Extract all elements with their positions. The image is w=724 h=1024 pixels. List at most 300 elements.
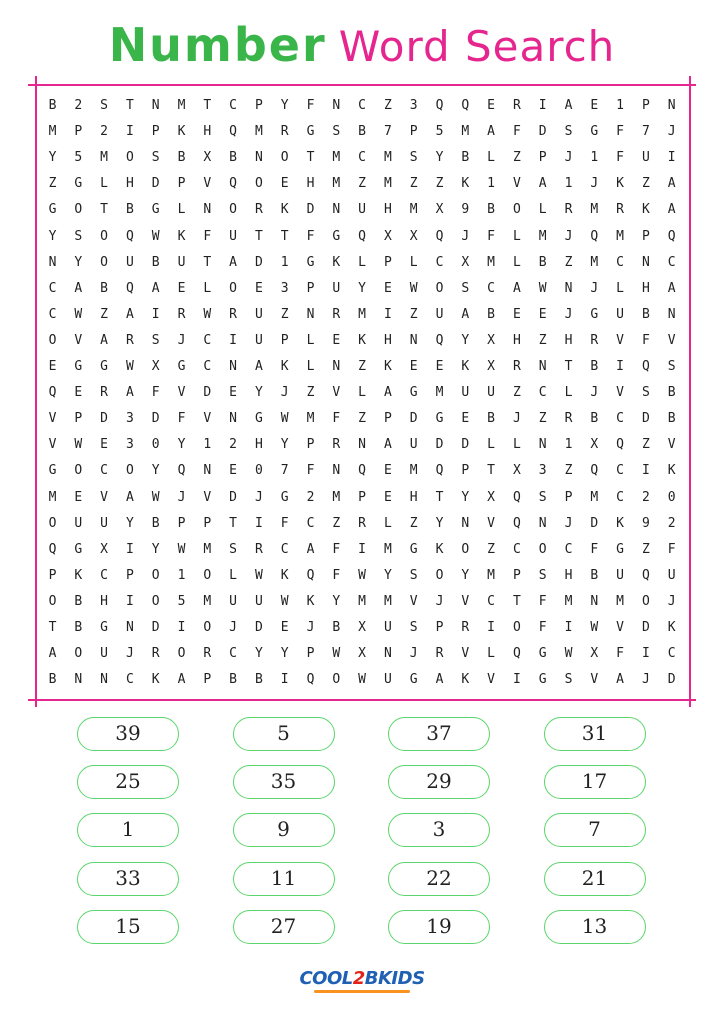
grid-cell: U [358,202,366,218]
grid-cell: G [590,124,599,140]
grid-cell: W [590,620,599,635]
grid-cell: B [538,254,547,270]
grid-cell: Y [383,567,392,583]
grid-cell: R [100,385,108,401]
grid-cell: T [254,228,263,244]
grid-cell: G [100,359,108,374]
grid-cell: I [564,620,573,635]
grid-cell: Z [641,437,650,453]
grid-cell: O [48,332,57,348]
grid-cell: C [538,385,547,401]
grid-cell: H [564,567,573,583]
grid-cell: W [254,567,263,583]
grid-cell: N [332,359,341,374]
grid-cell: Z [358,359,366,374]
grid-cell: U [383,672,392,688]
grid-cell: O [538,541,547,557]
grid-cell: X [151,359,160,374]
grid-cell: D [409,411,418,427]
grid-cell: M [616,228,624,244]
grid-cell: P [358,489,366,505]
grid-cell: E [590,98,599,113]
grid-cell: 1 [564,437,573,453]
grid-cell: Q [512,515,521,531]
grid-cell: A [487,124,495,140]
grid-cell: M [538,228,547,244]
grid-cell: R [280,124,289,140]
grid-cell: O [151,567,160,583]
grid-cell: C [667,646,676,662]
grid-cell: D [306,202,315,218]
grid-cell: J [564,228,573,244]
grid-cell: R [177,306,186,322]
grid-cell: J [512,411,521,427]
grid-cell: N [461,515,470,531]
grid-cell: N [203,202,212,218]
grid-cell: P [254,98,263,113]
grid-cell: F [538,593,547,609]
grid-cell: D [229,489,237,505]
grid-cell: A [229,254,237,270]
grid-cell: M [383,541,392,557]
grid-cell: B [100,280,108,296]
grid-cell: P [512,567,521,583]
grid-cell: Q [435,332,444,348]
grid-cell: P [203,515,212,531]
grid-cell: Q [125,228,134,244]
grid-cell: I [383,306,392,322]
frame-top-line [28,84,696,86]
grid-cell: Z [641,176,650,192]
grid-cell: N [306,306,315,322]
grid-cell: X [383,228,392,244]
grid-cell: M [100,150,108,166]
grid-cell: 5 [435,124,444,140]
grid-cell: Y [280,646,289,662]
grid-cell: M [48,124,57,140]
logo-underline [314,990,410,993]
grid-cell: V [48,411,57,427]
grid-cell: I [229,332,237,348]
grid-cell: A [254,359,263,374]
grid-cell: J [461,228,470,244]
grid-cell: I [254,515,263,531]
grid-cell: 0 [254,463,263,479]
grid-cell: L [229,567,237,583]
grid-cell: 5 [74,150,83,166]
grid-cell: K [667,463,676,479]
grid-cell: V [616,385,624,401]
grid-cell: C [48,306,57,322]
grid-cell: B [590,411,599,427]
word-pill: 39 [77,717,179,751]
grid-cell: Q [435,228,444,244]
grid-cell: P [177,515,186,531]
grid-cell: U [229,593,237,609]
grid-cell: T [564,359,573,374]
grid-cell: R [229,306,237,322]
grid-cell: U [254,593,263,609]
grid-cell: O [512,620,521,635]
grid-cell: I [358,541,366,557]
grid-cell: 0 [667,489,676,505]
grid-cell: F [203,228,212,244]
grid-cell: F [332,567,341,583]
grid-cell: M [332,489,341,505]
grid-cell: 9 [641,515,650,531]
grid-cell: B [229,672,237,688]
grid-cell: B [487,411,495,427]
grid-cell: N [74,672,83,688]
word-pill: 37 [388,717,490,751]
grid-cell: K [332,254,341,270]
grid-cell: V [487,515,495,531]
grid-cell: J [590,385,599,401]
grid-cell: Y [254,646,263,662]
grid-cell: U [332,280,341,296]
grid-cell: H [125,176,134,192]
grid-cell: G [538,646,547,662]
grid-cell: M [487,254,495,270]
grid-cell: J [254,489,263,505]
grid-cell: K [383,359,392,374]
grid-cell: N [332,202,341,218]
grid-cell: E [538,306,547,322]
grid-cell: X [590,437,599,453]
grid-cell: D [100,411,108,427]
grid-cell: Z [487,541,495,557]
grid-cell: Q [306,567,315,583]
grid-cell: C [616,411,624,427]
grid-cell: Y [125,515,134,531]
grid-cell: E [74,385,83,401]
grid-cell: P [306,280,315,296]
word-pill: 25 [77,765,179,799]
word-pill: 11 [233,862,335,896]
grid-cell: B [48,98,57,113]
grid-cell: J [280,385,289,401]
grid-cell: E [461,411,470,427]
grid-cell: N [590,593,599,609]
grid-cell: U [100,515,108,531]
grid-cell: G [306,124,315,140]
grid-cell: U [616,567,624,583]
grid-cell: I [151,306,160,322]
grid-cell: A [564,98,573,113]
grid-cell: M [358,593,366,609]
grid-cell: Q [358,228,366,244]
grid-cell: D [538,124,547,140]
grid-cell: Y [461,332,470,348]
grid-cell: O [229,202,237,218]
grid-cell: E [229,385,237,401]
grid-cell: N [564,280,573,296]
grid-cell: S [538,489,547,505]
frame-bottom-line [28,699,696,701]
grid-cell: C [487,280,495,296]
grid-cell: Q [641,567,650,583]
grid-cell: 2 [667,515,676,531]
grid-cell: B [332,620,341,635]
grid-cell: C [616,489,624,505]
grid-cell: M [254,124,263,140]
grid-cell: N [383,646,392,662]
grid-cell: M [48,489,57,505]
grid-cell: K [616,515,624,531]
grid-cell: Q [590,463,599,479]
grid-cell: B [74,593,83,609]
grid-cell: Y [280,98,289,113]
grid-cell: T [487,463,495,479]
grid-cell: H [254,437,263,453]
grid-cell: B [125,202,134,218]
grid-cell: K [177,124,186,140]
grid-cell: K [641,202,650,218]
grid-cell: O [48,593,57,609]
grid-cell: M [203,593,212,609]
grid-cell: N [667,306,676,322]
grid-cell: C [435,254,444,270]
grid-cell: M [564,593,573,609]
grid-cell: F [590,541,599,557]
grid-cell: B [590,567,599,583]
grid-cell: X [487,489,495,505]
grid-cell: Z [48,176,57,192]
grid-cell: E [383,463,392,479]
grid-cell: B [641,306,650,322]
grid-cell: G [100,620,108,635]
grid-cell: K [358,332,366,348]
grid-cell: J [564,150,573,166]
grid-cell: G [616,541,624,557]
grid-cell: M [177,98,186,113]
grid-cell: V [487,672,495,688]
grid-cell: Z [100,306,108,322]
grid-cell: G [151,202,160,218]
grid-cell: L [487,646,495,662]
grid-cell: P [641,98,650,113]
grid-cell: P [203,672,212,688]
grid-cell: Z [564,463,573,479]
word-pill: 22 [388,862,490,896]
page-title [0,18,724,72]
grid-cell: L [383,515,392,531]
grid-cell: E [229,463,237,479]
grid-cell: M [332,150,341,166]
grid-cell: R [254,541,263,557]
grid-cell: X [487,332,495,348]
grid-cell: E [254,280,263,296]
grid-cell: M [332,176,341,192]
grid-cell: J [564,306,573,322]
grid-cell: A [461,306,470,322]
grid-cell: G [332,228,341,244]
grid-cell: Y [461,489,470,505]
grid-cell: F [306,463,315,479]
grid-cell: L [512,228,521,244]
grid-cell: H [409,489,418,505]
title-number: Number [108,18,327,72]
grid-cell: 3 [280,280,289,296]
grid-cell: S [409,150,418,166]
grid-cell: W [74,306,83,322]
grid-cell: V [667,332,676,348]
grid-cell: O [203,567,212,583]
grid-cell: A [616,672,624,688]
grid-cell: 0 [151,437,160,453]
grid-cell: U [383,620,392,635]
grid-cell: Z [358,411,366,427]
grid-cell: D [590,515,599,531]
grid-cell: A [151,280,160,296]
grid-cell: Z [435,176,444,192]
grid-cell: B [151,254,160,270]
grid-cell: C [229,98,237,113]
grid-cell: U [616,306,624,322]
grid-cell: D [203,385,212,401]
grid-cell: M [383,593,392,609]
grid-cell: 3 [538,463,547,479]
grid-cell: G [409,385,418,401]
grid-cell: 1 [564,176,573,192]
grid-cell: A [100,332,108,348]
grid-cell: B [177,150,186,166]
grid-cell: T [229,515,237,531]
grid-cell: M [616,593,624,609]
grid-cell: D [151,620,160,635]
grid-cell: R [151,646,160,662]
grid-cell: O [74,202,83,218]
grid-cell: S [641,385,650,401]
word-pill: 31 [544,717,646,751]
grid-cell: J [409,646,418,662]
grid-cell: K [616,176,624,192]
grid-cell: B [48,672,57,688]
grid-cell: P [435,620,444,635]
grid-cell: A [435,672,444,688]
grid-cell: O [229,280,237,296]
grid-cell: A [125,489,134,505]
grid-cell: N [254,150,263,166]
grid-cell: N [332,98,341,113]
grid-cell: B [487,306,495,322]
grid-cell: E [435,359,444,374]
grid-cell: Y [461,567,470,583]
grid-cell: O [641,593,650,609]
grid-cell: I [125,593,134,609]
grid-cell: S [332,124,341,140]
grid-cell: S [667,359,676,374]
grid-cell: O [177,646,186,662]
grid-cell: J [641,672,650,688]
grid-cell: C [306,515,315,531]
grid-cell: O [203,620,212,635]
grid-cell: T [48,620,57,635]
grid-cell: K [461,176,470,192]
grid-cell: R [564,202,573,218]
grid-cell: K [461,359,470,374]
grid-cell: N [151,98,160,113]
grid-cell: U [177,254,186,270]
grid-cell: U [667,567,676,583]
grid-cell: S [409,567,418,583]
grid-cell: G [280,489,289,505]
grid-cell: V [512,176,521,192]
grid-cell: X [203,150,212,166]
grid-cell: D [151,411,160,427]
grid-cell: C [100,567,108,583]
grid-cell: S [229,541,237,557]
grid-cell: Q [229,176,237,192]
word-pill: 17 [544,765,646,799]
grid-cell: Q [177,463,186,479]
grid-cell: P [48,567,57,583]
grid-cell: I [512,672,521,688]
grid-cell: T [280,228,289,244]
grid-cell: S [564,672,573,688]
grid-cell: D [435,437,444,453]
grid-cell: P [641,228,650,244]
grid-cell: R [203,646,212,662]
word-pill: 35 [233,765,335,799]
grid-cell: X [590,646,599,662]
grid-cell: C [48,280,57,296]
grid-cell: B [254,672,263,688]
grid-cell: E [280,176,289,192]
grid-cell: R [461,620,470,635]
grid-cell: V [461,646,470,662]
grid-cell: P [306,437,315,453]
grid-cell: F [616,150,624,166]
grid-cell: O [280,150,289,166]
grid-cell: I [667,150,676,166]
grid-cell: E [383,489,392,505]
grid-cell: B [358,124,366,140]
grid-cell: S [151,332,160,348]
grid-cell: N [100,672,108,688]
grid-cell: T [435,489,444,505]
grid-cell: D [254,254,263,270]
grid-cell: J [590,280,599,296]
grid-cell: N [332,463,341,479]
grid-cell: V [616,332,624,348]
grid-cell: G [74,541,83,557]
grid-cell: 1 [616,98,624,113]
grid-cell: 7 [280,463,289,479]
grid-cell: O [254,176,263,192]
grid-cell: T [512,593,521,609]
word-pill: 13 [544,910,646,944]
grid-cell: D [641,411,650,427]
grid-cell: K [280,567,289,583]
grid-cell: Z [564,254,573,270]
grid-cell: E [280,620,289,635]
grid-cell: I [641,463,650,479]
grid-cell: H [641,280,650,296]
grid-cell: 1 [280,254,289,270]
grid-cell: Y [74,254,83,270]
grid-cell: F [177,411,186,427]
grid-cell: Q [229,124,237,140]
grid-cell: O [48,515,57,531]
grid-cell: F [512,124,521,140]
grid-cell: W [358,567,366,583]
grid-cell: A [383,385,392,401]
grid-cell: M [409,202,418,218]
grid-cell: L [564,385,573,401]
grid-cell: Y [435,150,444,166]
grid-cell: F [616,646,624,662]
